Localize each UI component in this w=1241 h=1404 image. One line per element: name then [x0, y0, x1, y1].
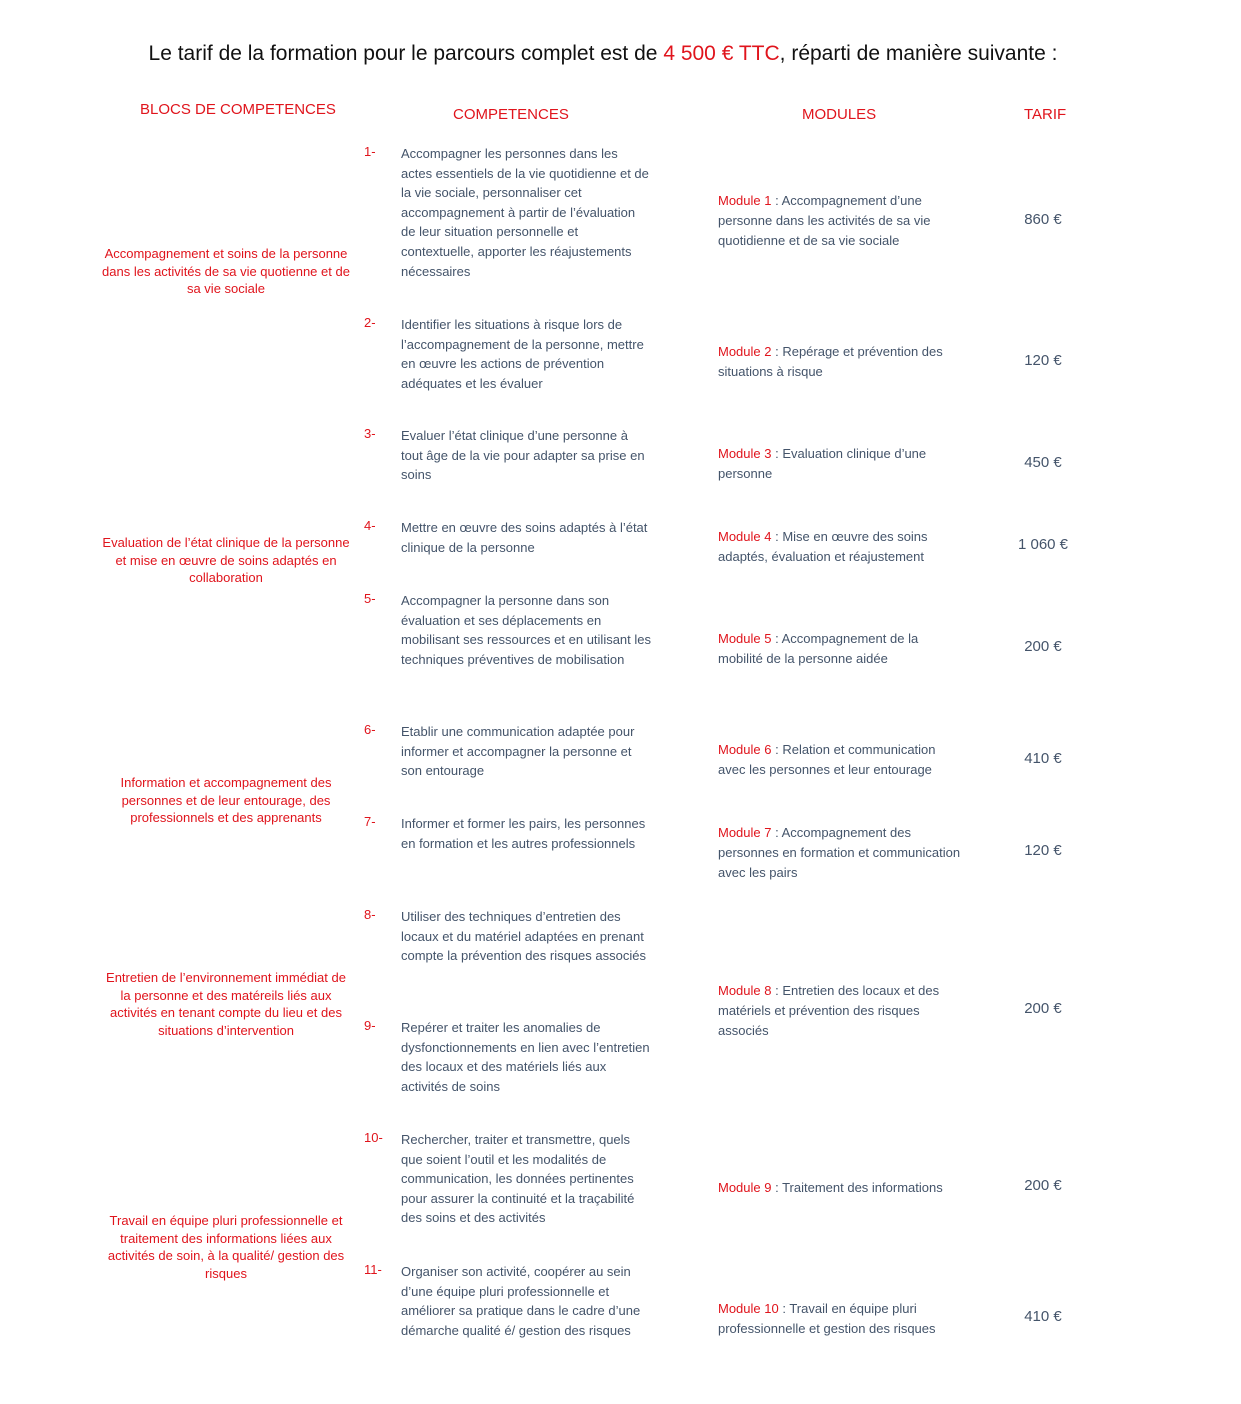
module-price: 200 € [1024, 1000, 1062, 1017]
module-text [718, 342, 963, 382]
module-text [718, 191, 963, 250]
module-label: Module 10 [718, 1301, 779, 1316]
block-1: Accompagnement et soins de la personne dans les activités de sa vie quotienne et de sa vie sociale [102, 246, 350, 297]
header-tarif: TARIF [1024, 106, 1067, 123]
module-description: : Travail en équipe pluri professionnelle et gestion des risques [718, 1301, 936, 1336]
competence-number: 10- [364, 1130, 383, 1145]
module-label: Module 7 [718, 825, 772, 840]
competence-text: Evaluer l’état clinique d’une personne à tout âge de la vie pour adapter sa prise en soins [401, 428, 645, 483]
module-price: 200 € [1024, 1177, 1062, 1194]
module-text [718, 740, 963, 780]
module-label: Module 9 [718, 1180, 772, 1195]
module-text [718, 981, 963, 1040]
module-text [718, 629, 963, 669]
module-label: Module 3 [718, 446, 772, 461]
competence-number: 4- [364, 518, 376, 533]
competence-text: Organiser son activité, coopérer au sein d’une équipe pluri professionnelle et améliorer sa pratique dans le cadre d’une démarche qualité é/ gestion des risques [401, 1264, 641, 1338]
module-price: 1 060 € [1017, 536, 1069, 553]
title-suffix: , réparti de manière suivante : [779, 42, 1058, 65]
competence-text: Rechercher, traiter et transmettre, quels que soient l’outil et les modalités de communication, les données pertinentes pour assurer la continuité et la traçabilité des soins et des activités [401, 1132, 635, 1226]
module-price: 450 € [1024, 454, 1062, 471]
module-label: Module 6 [718, 742, 772, 757]
module-price: 410 € [1024, 750, 1062, 767]
competence-number: 9- [364, 1018, 376, 1033]
module-text [718, 1299, 963, 1339]
module-text [718, 1178, 963, 1198]
competence-text: Utiliser des techniques d’entretien des locaux et du matériel adaptées en prenant compte la prévention des risques associés [401, 909, 646, 964]
module-label: Module 8 [718, 983, 772, 998]
competence-number: 8- [364, 907, 376, 922]
header-competences: COMPETENCES [453, 106, 569, 123]
module-price: 860 € [1024, 211, 1062, 228]
module-description: : Mise en œuvre des soins adaptés, évaluation et réajustement [718, 529, 928, 564]
module-description: : Repérage et prévention des situations à risque [718, 344, 943, 379]
competence-number: 6- [364, 722, 376, 737]
module-description: : Evaluation clinique d’une personne [718, 446, 927, 481]
competence-text: Etablir une communication adaptée pour informer et accompagner la personne et son entourage [401, 724, 635, 779]
competence-number: 7- [364, 814, 376, 829]
competence-number: 11- [364, 1262, 382, 1277]
competence-text: Mettre en œuvre des soins adaptés à l’état clinique de la personne [401, 520, 648, 555]
competence-text: Identifier les situations à risque lors de l’accompagnement de la personne, mettre en œuvre les actions de prévention adéquates et les évaluer [401, 317, 644, 391]
competence-number: 5- [364, 591, 376, 606]
block-5: Travail en équipe pluri professionnelle et traitement des informations liées aux activités de soin, à la qualité/ gestion des risques [107, 1213, 345, 1282]
title-amount: 4 500 € TTC [663, 42, 780, 65]
module-price: 410 € [1024, 1308, 1062, 1325]
module-description: : Entretien des locaux et des matériels et prévention des risques associés [718, 983, 940, 1038]
block-4: Entretien de l’environnement immédiat de la personne et des matéreils liés aux activités en tenant compte du lieu et des situations d’intervention [106, 970, 346, 1039]
module-text [718, 527, 963, 567]
header-blocs: BLOCS DE COMPETENCES [140, 101, 336, 118]
module-description: : Relation et communication avec les personnes et leur entourage [718, 742, 936, 777]
block-2: Evaluation de l’état clinique de la personne et mise en œuvre de soins adaptés en collaboration [102, 535, 350, 586]
competence-number: 3- [364, 426, 376, 441]
module-label: Module 1 [718, 193, 772, 208]
module-price: 120 € [1024, 352, 1062, 369]
module-price: 200 € [1024, 638, 1062, 655]
header-modules: MODULES [802, 106, 877, 123]
module-text [718, 444, 963, 484]
page-title [0, 42, 1206, 66]
module-description: : Accompagnement des personnes en formation et communication avec les pairs [718, 825, 961, 880]
module-description: : Traitement des informations [771, 1180, 943, 1195]
module-description: : Accompagnement de la mobilité de la personne aidée [718, 631, 919, 666]
competence-text: Informer et former les pairs, les personnes en formation et les autres professionnels [401, 816, 646, 851]
title-prefix: Le tarif de la formation pour le parcours complet est de [148, 42, 664, 65]
module-description: : Accompagnement d’une personne dans les activités de sa vie quotidienne et de sa vie sociale [718, 193, 931, 248]
competence-number: 1- [364, 144, 376, 159]
competence-text: Accompagner les personnes dans les actes essentiels de la vie quotidienne et de la vie sociale, personnaliser cet accompagnement à partir de l’évaluation de leur situation personnelle et contextuelle, apporter les réajustements nécessaires [401, 146, 649, 279]
module-price: 120 € [1024, 842, 1062, 859]
block-3: Information et accompagnement des personnes et de leur entourage, des professionnels et des apprenants [120, 775, 332, 826]
competence-number: 2- [364, 315, 376, 330]
module-label: Module 5 [718, 631, 772, 646]
module-label: Module 4 [718, 529, 772, 544]
competence-text: Repérer et traiter les anomalies de dysfonctionnements en lien avec l’entretien des locaux et des matériels liés aux activités de soins [401, 1020, 650, 1094]
competence-text: Accompagner la personne dans son évaluation et ses déplacements en mobilisant ses ressources et en utilisant les techniques préventives de mobilisation [401, 593, 652, 667]
module-label: Module 2 [718, 344, 772, 359]
module-text [718, 823, 963, 882]
